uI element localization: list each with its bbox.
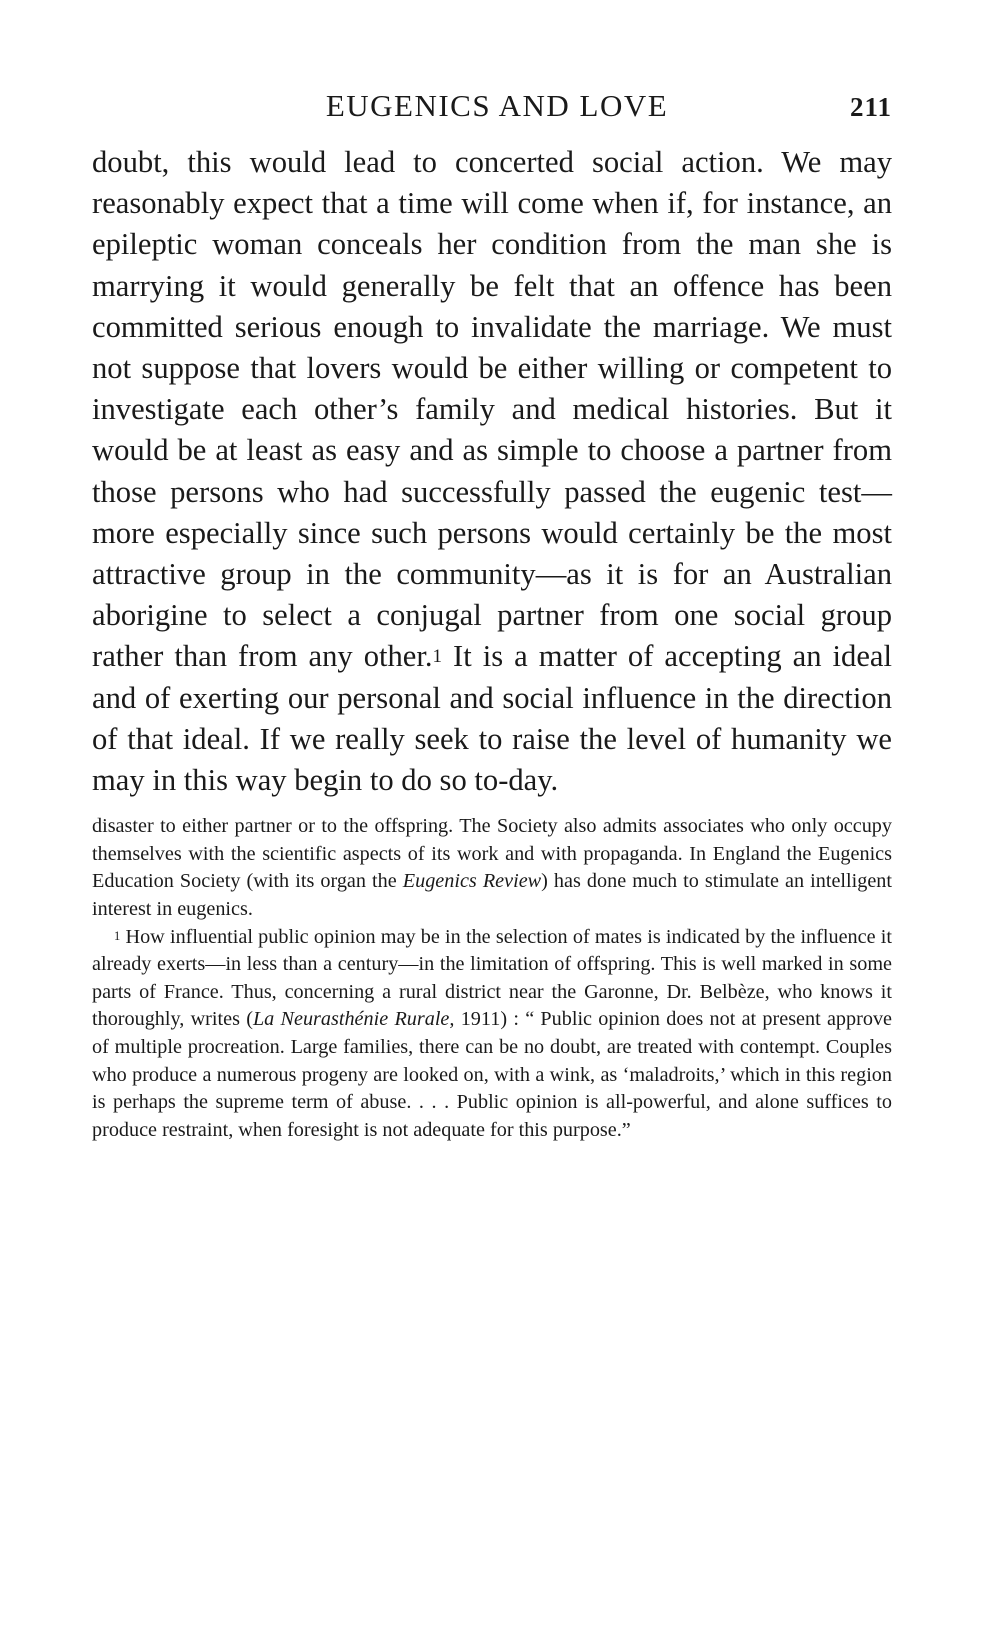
- running-head: [92, 80, 892, 132]
- running-title: EUGENICS AND LOVE: [325, 88, 669, 123]
- footnotes: [92, 813, 892, 1144]
- body-paragraph: [92, 142, 892, 801]
- body-text-part1: doubt, this would lead to concerted social action. We may reasonably expect that a time will come when if, for instance, an epileptic woman conceals her condition from the man she is marrying it would generally be felt that an offence has been committed serious enough to invalidate the marriage. We must not suppose that lovers would be either willing or competent to investigate each other’s family and medical histories. But it would be at least as easy and as simple to choose a partner from those persons who had successfully passed the eugenic test—more especially since such persons would certainly be the most attractive group in the community—as it is for an Australian aborigine to select a conjugal partner from one social group rather than from any other.: [92, 145, 892, 674]
- book-page: [92, 80, 892, 1144]
- footnote-1-text-2: 1911) : “ Public opinion does not at present approve of multiple procreation. Large families, there can be no doubt, are treated with contempt. Couples who produce a numerous progeny are looked on, with a wink, as ‘maladroits,’ which in this region is perhaps the supreme term of abuse. . . . Public opinion is all-powerful, and alone suffices to produce restraint, when foresight is not adequate for this purpose.”: [92, 1008, 892, 1141]
- footnote-1-text-1: How influential public opinion may be in the selection of mates is indicated by the influence it already exerts—in less than a century—in the limitation of offspring. This is well marked in some parts of France. Thus, concerning a rural district near the Garonne, Dr. Belbèze, who knows it thoroughly, writes (: [92, 925, 892, 1031]
- footnote-1: [92, 924, 892, 1145]
- footnote-1-marker: 1: [114, 928, 121, 943]
- footnote-continued-text-1: disaster to either partner or to the offspring. The Society also admits associates who only occupy themselves with the scientific aspects of its work and with propaganda. In England the Eugenics Education Society (with its organ the: [92, 815, 892, 893]
- footnote-continued-italic: Eugenics Review: [402, 870, 542, 893]
- footnote-continued: [92, 813, 892, 923]
- footnote-1-italic: La Neurasthénie Rurale,: [252, 1008, 455, 1031]
- body-text-part2: It is a matter of accepting an ideal and of exerting our personal and social influence in the direction of that ideal. If we really seek to raise the level of humanity we may in this way begin to do so to-day.: [92, 639, 893, 798]
- page-number: 211: [849, 92, 892, 122]
- footnote-continued-text-2: ) has done much to stimulate an intelligent interest in eugenics.: [92, 870, 892, 921]
- footnote-reference: 1: [432, 645, 443, 667]
